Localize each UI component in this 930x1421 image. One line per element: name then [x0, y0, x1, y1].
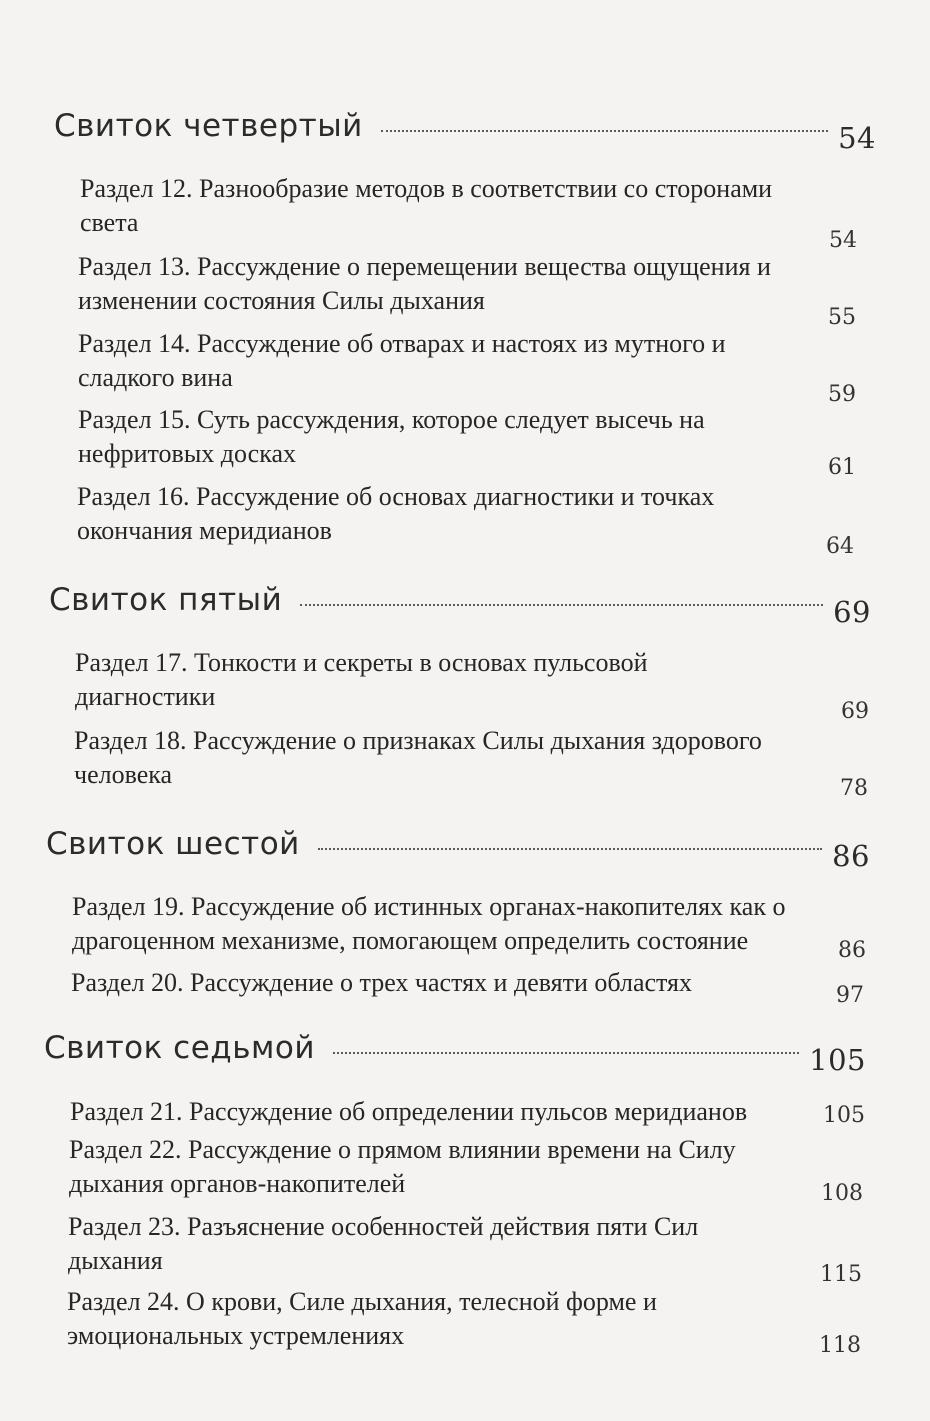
toc-entry [74, 724, 868, 801]
toc-entry [72, 890, 866, 963]
section-title: Раздел 12. Разнообразие методов в соответствии со сторонами света [80, 174, 773, 237]
section-page-number: 55 [828, 305, 856, 330]
section-title: Раздел 16. Рассуждение об основах диагностики и точках окончания меридианов [77, 482, 715, 545]
section-page-number: 97 [836, 983, 864, 1008]
scroll-heading [44, 1030, 866, 1077]
scroll-title: Свиток пятый [49, 582, 283, 618]
section-page-number: 59 [828, 382, 856, 407]
scroll-title: Свиток четвертый [54, 108, 363, 144]
toc-entry [70, 1095, 865, 1129]
scroll-title: Свиток седьмой [44, 1030, 315, 1066]
section-page-number: 86 [838, 938, 866, 963]
toc-entry [68, 1210, 862, 1287]
section-title: Раздел 19. Рассуждение об истинных органах-накопителях как о драгоценном механизме, помогающем определить состояние [72, 892, 786, 955]
section-page-number: 69 [841, 699, 869, 724]
toc-entry [71, 966, 864, 1008]
section-title: Раздел 14. Рассуждение об отварах и настоях из мутного и сладкого вина [78, 329, 726, 392]
section-page-number: 64 [826, 534, 854, 559]
toc-entry [78, 403, 856, 480]
section-page-number: 115 [820, 1262, 862, 1287]
section-title: Раздел 18. Рассуждение о признаках Силы дыхания здорового человека [74, 726, 762, 789]
toc-entry [80, 172, 857, 253]
toc-entry [69, 1133, 863, 1206]
scroll-page-number: 86 [832, 839, 870, 873]
section-title: Раздел 24. О крови, Силе дыхания, телесной форме и эмоциональных устремлениях [67, 1287, 657, 1350]
toc-entry [75, 646, 869, 724]
toc-entry [77, 480, 854, 559]
dot-leader [318, 848, 822, 850]
dot-leader [333, 1052, 799, 1054]
section-page-number: 118 [819, 1333, 861, 1358]
scroll-page-number: 54 [838, 121, 876, 155]
toc-entry [78, 250, 856, 330]
section-page-number: 61 [828, 455, 856, 480]
section-page-number: 54 [829, 228, 857, 253]
scroll-heading [49, 582, 871, 629]
dot-leader [300, 604, 823, 606]
section-title: Раздел 21. Рассуждение об определении пульсов меридианов [70, 1097, 748, 1126]
section-title: Раздел 15. Суть рассуждения, которое следует высечь на нефритовых досках [78, 405, 705, 468]
section-title: Раздел 17. Тонкости и секреты в основах пульсовой диагностики [75, 648, 648, 711]
section-title: Раздел 13. Рассуждение о перемещении вещества ощущения и изменении состояния Силы дыхания [78, 252, 771, 315]
dot-leader [381, 130, 828, 132]
section-title: Раздел 20. Рассуждение о трех частях и девяти областях [71, 968, 693, 997]
toc-entry [78, 327, 856, 407]
scroll-heading [46, 826, 870, 873]
section-page-number: 105 [823, 1103, 865, 1128]
section-page-number: 78 [840, 776, 868, 801]
scroll-page-number: 105 [809, 1043, 866, 1077]
scroll-title: Свиток шестой [46, 826, 300, 862]
scroll-heading [54, 108, 876, 155]
toc-entry [67, 1285, 861, 1358]
section-title: Раздел 23. Разъяснение особенностей действия пяти Сил дыхания [68, 1212, 699, 1275]
section-title: Раздел 22. Рассуждение о прямом влиянии времени на Силу дыхания органов-накопителей [69, 1135, 736, 1198]
scroll-page-number: 69 [833, 595, 871, 629]
section-page-number: 108 [821, 1181, 863, 1206]
